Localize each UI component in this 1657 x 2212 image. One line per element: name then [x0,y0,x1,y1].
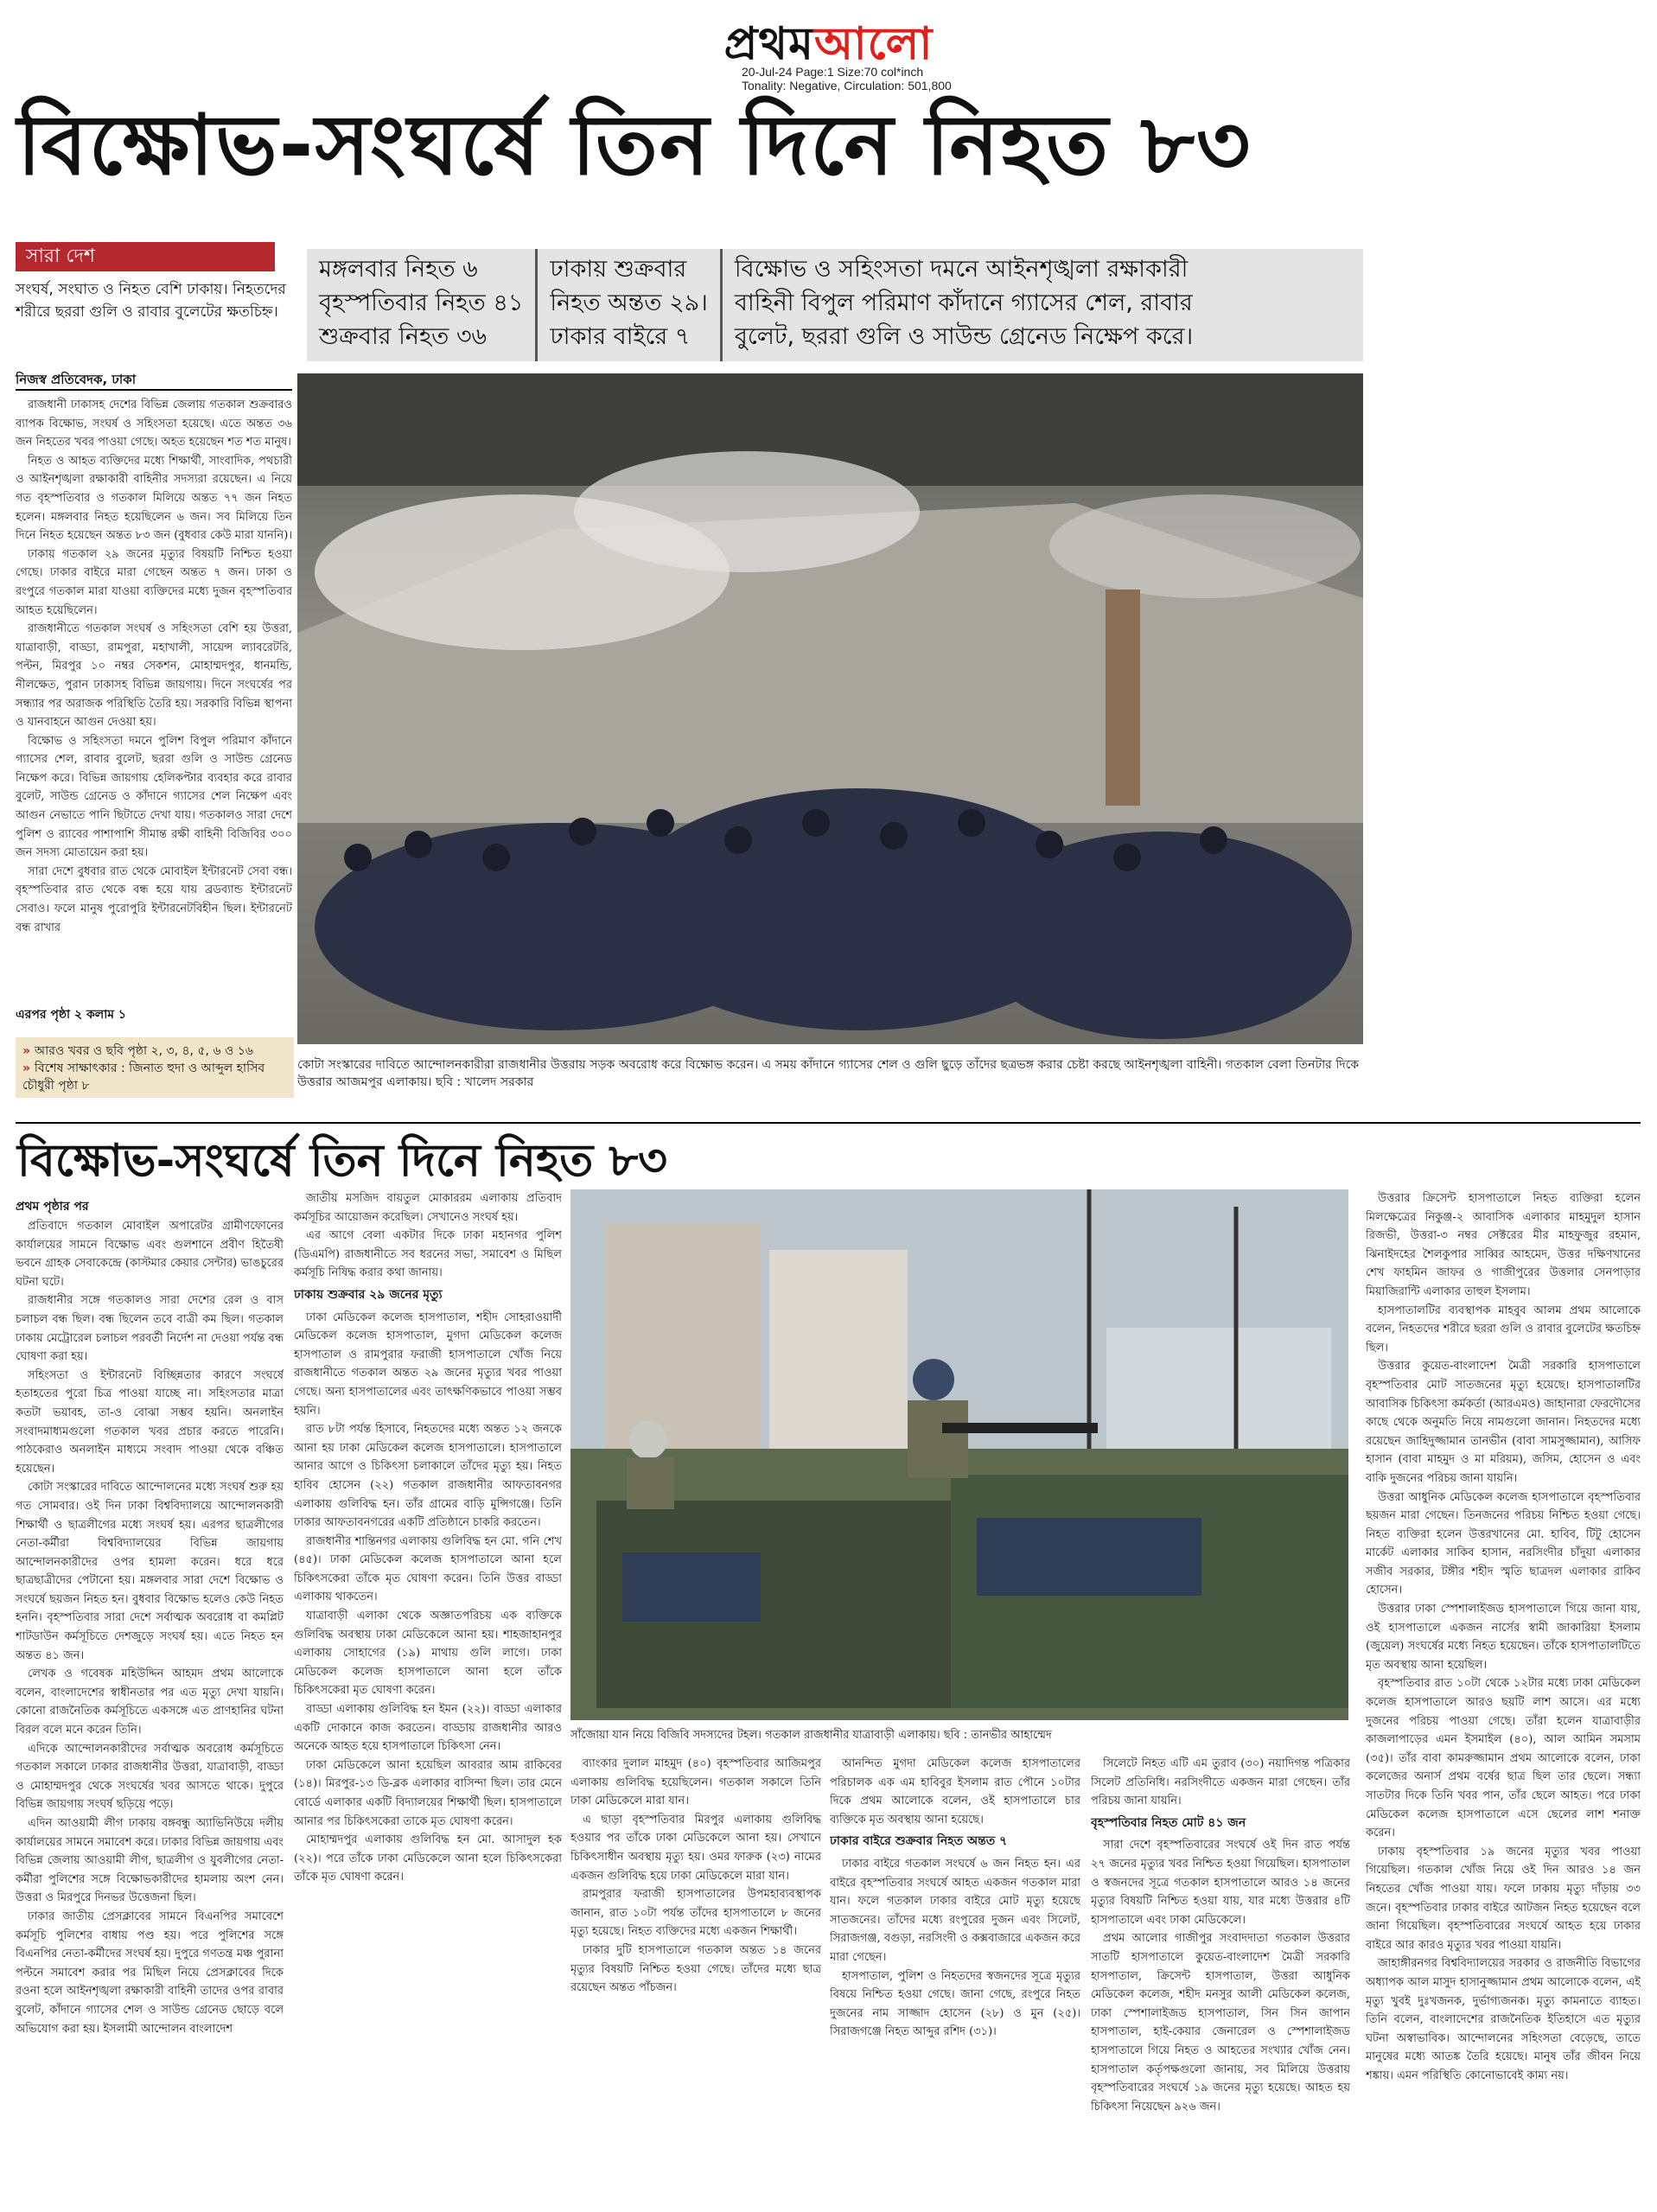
paragraph: যাত্রাবাড়ী এলাকা থেকে অজ্ঞাতপরিচয় এক ব্যক্তিকে গুলিবিদ্ধ অবস্থায় ঢাকা মেডিকেলে আনা হয়। শাহজাহানপুর এলাকায় সোহাগের (১৯) মাথায় গুলি লাগে। ঢাকা মেডিকেল কলেজ হাসপাতালে আনা হলে তাঁকে চিকিৎসকেরা মৃত ঘোষণা করেন। [294,1610,562,1698]
main-headline: বিক্ষোভ-সংঘর্ষে তিন দিনে নিহত ৮৩ [17,97,1252,194]
paragraph: সারা দেশে বুধবার রাত থেকে মোবাইল ইন্টারনেট সেবা বন্ধ। বৃহস্পতিবার রাত থেকে বন্ধ হয়ে যায় ব্রডব্যান্ড ইন্টারনেট সেবাও। ফলে মানুষ পুরোপুরি ইন্টারনেটবিহীন ছিল। ইন্টারনেট বন্ধ রাখার [16,864,292,934]
paragraph: ঢাকা মেডিকেল কলেজ হাসপাতাল, শহীদ সোহরাওয়ার্দী মেডিকেল কলেজ হাসপাতাল, মুগদা মেডিকেল কলেজ হাসপাতাল ও রামপুরার ফরাজী হাসপাতালে খোঁজ নিয়ে রাজধানীতে গতকাল অন্তত ২৯ জনের মৃত্যুর খবর পাওয়া গেছে। অন্য হাসপাতালের এবং তাৎক্ষণিকভাবে পাওয়া সম্ভব হয়নি। [294,1310,562,1418]
paragraph: ঢাকার জাতীয় প্রেসক্লাবের সামনে বিএনপির সমাবেশে কর্মসূচি পুলিশের বাধায় পণ্ড হয়। পরে পুলিশের সঙ্গে বিএনপির নেতা-কর্মীদের সংঘর্ষ হয়। দুপুরে গণতন্ত্র মঞ্চ পুরানা পল্টনে সমাবেশ করার পর মিছিল নিয়ে প্রেসক্লাবের দিকে রওনা হলে আইনশৃঙ্খলা রক্ষাকারী বাহিনী তাদের ওপর রাবার বুলেট, কাঁদানে গ্যাসের শেল ও সাউন্ড গ্রেনেড ছোড়ে বলে অভিযোগ করা হয়। ইসলামী আন্দোলন বাংলাদেশ [16,1909,284,2036]
jump-headline: বিক্ষোভ-সংঘর্ষে তিন দিনে নিহত ৮৩ [17,1135,667,1187]
paragraph: ঢাকা মেডিকেলে আনা হয়েছিল আবরার আম রাকিবের (১৪)। মিরপুর-১৩ ডি-ব্লক এলাকার বাসিন্দা ছিল। তার মেনে বোর্ডে এলাকার একটি বিদ্যালয়ের শিক্ষার্থী ছিল। হাসপাতালে আনার পর চিকিৎসকেরা তাকে মৃত ঘোষণা করেন। [294,1758,562,1828]
divider [16,389,292,391]
meta-line-2: Tonality: Negative, Circulation: 501,800 [742,79,952,92]
photo-bgb-patrol [570,1189,1348,1720]
jump-column-4 [830,1755,1080,2187]
jump-column-6 [1366,1189,1641,2194]
lead-article-column [16,396,292,1001]
paragraph: জাতীয় মসজিদ বায়তুল মোকাররম এলাকায় প্রতিবাদ কর্মসূচির আয়োজন করেছিল। সেখানেও সংঘর্ষ হয়। [294,1192,562,1224]
jump-column-5 [1091,1755,1350,2187]
paragraph: রাত ৮টা পর্যন্ত হিসাবে, নিহতদের মধ্যে অন্তত ১২ জনকে আনা হয় ঢাকা মেডিকেল কলেজ হাসপাতালে। হাসপাতালে আনার আগে ও চিকিৎসা চলাকালে তাঁদের মৃত্যু হয়। নিহত হাবিব হোসেন (২২) গতকাল রাজধানীর আফতাবনগর এলাকায় গুলিবিদ্ধ হন। তাঁর গ্রামের বাড়ি মুন্সিগঞ্জে। তিনি ঢাকার আফতাবনগরের একটি প্রতিষ্ঠানে চাকরি করতেন। [294,1423,562,1530]
paragraph: এর আগে বেলা একটার দিকে ঢাকা মহানগর পুলিশ (ডিএমপি) রাজধানীতে সব ধরনের সভা, সমাবেশ ও মিছিল কর্মসূচি নিষিদ্ধ করার কথা জানায়। [294,1229,562,1280]
paragraph: বিক্ষোভ ও সহিংসতা দমনে পুলিশ বিপুল পরিমাণ কাঁদানে গ্যাসের শেল, রাবার বুলেট, ছররা গুলি ও সাউন্ড গ্রেনেড নিক্ষেপ করে। বিভিন্ন জায়গায় হেলিকপ্টার ব্যবহার করে রাবার বুলেট, সাউন্ড গ্রেনেড ও কাঁদানে গ্যাসের শেল নিক্ষেপ এবং আগুন নেভাতে পানি ছিটাতে দেখা যায়। গতকালও সারা দেশে পুলিশ ও র‍্যাবের পাশাপাশি সীমান্ত রক্ষী বাহিনী বিজিবির ৩০০ জন সদস্য মোতায়েন করা হয়। [16,734,292,860]
jump-column-2 [294,1189,562,2125]
paragraph: রাজধানীর সঙ্গে গতকালও সারা দেশের রেল ও বাস চলাচল বন্ধ ছিল। বন্ধ ছিলেন তবে বাত্রী কম ছিল। গতকাল ঢাকায় মেট্রোরেল চলাচল পরবর্তী নির্দেশ না দেওয়া পর্যন্ত বন্ধ ঘোষণা করা হয়। [16,1294,284,1364]
section-summary: সংঘর্ষ, সংঘাত ও নিহত বেশি ঢাকায়। নিহতদের শরীরে ছররা গুলি ও রাবার বুলেটের ক্ষতচিহ্ন। [16,281,286,321]
paragraph: কোটা সংস্কারের দাবিতে আন্দোলনের মধ্যে সংঘর্ষ শুরু হয় গত সোমবার। ওই দিন ঢাকা বিশ্ববিদ্যালয়ে আন্দোলনকারী শিক্ষার্থী ও ছাত্রলীগের মধ্যে সংঘর্ষ হয়। এরপর ছাত্রলীগের নেতা-কর্মীরা বিশ্ববিদ্যালয়ের বিভিন্ন জায়গায় আন্দোলনকারীদের ওপর হামলা করেন। ধরে ধরে ছাত্রছাত্রীদের পেটানো হয়। মঙ্গলবার সারা দেশে বিক্ষোভ ও সংঘর্ষে ছয়জন নিহত হন। বুধবার বিক্ষোভ হলেও কেউ নিহত হননি। বৃহস্পতিবার সারা দেশে সর্বাত্মক অবরোধ বা কমপ্লিট শাটডাউন কর্মসূচিতে দেশজুড়ে সংঘর্ষ হয়। এতে নিহত হন অন্তত ৪১ জন। [16,1481,284,1662]
paragraph: বাড্ডা এলাকায় গুলিবিদ্ধ হন ইমন (২২)। বাড্ডা এলাকার একটি দোকানে কাজ করতেন। বাড্ডায় রাজধানীর আরও অনেকে আহত হয়ে হাসপাতালে চিকিৎসা নেন। [294,1703,562,1754]
paragraph: প্রতিবাদে গতকাল মোবাইল অপারেটর গ্রামীণফোনের কার্যালয়ের সামনে বিক্ষোভ এবং গুলশানে প্রবীণ হিতৈষী ভবনে গ্রাহক সেবাকেন্দ্রে (কাস্টমার কেয়ার সেন্টার) ভাঙচুরের ঘটনা ঘটে। [16,1220,284,1289]
paragraph: সারা দেশে বৃহস্পতিবারের সংঘর্ষে ওই দিন রাত পর্যন্ত ২৭ জনের মৃত্যুর খবর নিশ্চিত হওয়া গিয়েছিল। হাসপাতাল ও স্বজনদের সূত্রে গতকাল হাসপাতালে আরও ১৪ জনের মৃত্যুর বিষয়টি নিশ্চিত হওয়া যায়, যার মধ্যে উত্তরার ৪টি হাসপাতালে এবং ঢাকা মেডিকেলে। [1091,1839,1350,1927]
paragraph: সহিংসতা ও ইন্টারনেট বিচ্ছিন্নতার কারণে সংঘর্ষে হতাহতের পুরো চিত্র পাওয়া যাচ্ছে না। সহিংসতার মাত্রা কতটা ভয়াবহ, তা-ও বোঝা সম্ভব হয়নি। অনলাইন সংবাদমাধ্যমগুলো গতকাল খবর প্রচার করতে পারেনি। পাঠকেরাও অনলাইন মাধ্যমে সংবাদ পাওয়া থেকে বঞ্চিত হয়েছেন। [16,1368,284,1476]
paragraph: লেখক ও গবেষক মহিউদ্দিন আহমদ প্রথম আলোকে বলেন, বাংলাদেশের স্বাধীনতার পর এত মৃত্যু দেখা যায়নি। কোনো রাজনৈতিক কর্মসূচিতে একসঙ্গে এত প্রাণহানির ঘটনা বিরল বলে মনে করেন তিনি। [16,1667,284,1737]
photo-caption: কোটা সংস্কারের দাবিতে আন্দোলনকারীরা রাজধানীর উত্তরায় সড়ক অবরোধ করে বিক্ষোভ করেন। এ সময় কাঁদানে গ্যাসের শেল ও গুলি ছুড়ে তাঁদের ছত্রভঙ্গ করার চেষ্টা করছে আইনশৃঙ্খলা বাহিনী। গতকাল বেলা তিনটার দিকে উত্তরার আজমপুর এলাকায়। ছবি : খালেদ সরকার [297,1058,1360,1089]
paragraph: মোহাম্মদপুর এলাকায় গুলিবিদ্ধ হন মো. আসাদুল হক (২২)। পরে তাঁকে ঢাকা মেডিকেলে আনা হলে চিকিৎসকেরা তাঁকে মৃত ঘোষণা করেন। [294,1833,562,1884]
photo-caption-2: সাঁজোয়া যান নিয়ে বিজিবি সদস্যদের টহল। গতকাল রাজধানীর যাত্রাবাড়ী এলাকায়। ছবি : তানভীর আহাম্মেদ [570,1729,1052,1742]
paragraph: নিহত ও আহত ব্যক্তিদের মধ্যে শিক্ষার্থী, সাংবাদিক, পথচারী ও আইনশৃঙ্খলা রক্ষাকারী বাহিনীর সদস্যরা রয়েছেন। এ নিয়ে গত বৃহস্পতিবার ও গতকাল মিলিয়ে অন্তত ৭৭ জন নিহত হলেন। মঙ্গলবার নিহত হয়েছিলেন ৬ জন। সব মিলিয়ে তিন দিনে নিহত হয়েছেন অন্তত ৮৩ জন (বুধবার কেউ মারা যাননি)। [16,454,292,543]
paragraph: বৃহস্পতিবার রাত ১০টা থেকে ১২টার মধ্যে ঢাকা মেডিকেল কলেজ হাসপাতালে আরও ছয়টি লাশ আসে। এর মধ্যে দুজনের পরিচয় পাওয়া গেছে। তাঁরা হলেন যাত্রাবাড়ীর কাজলাপাড়ের এমন ইসমাইল (৪০), আল আমিন সমসাম (৩৫)। তাঁর বাবা কামরুজ্জামান প্রথম আলোকে বলেন, ঢাকা কলেজের অনার্স প্রথম বর্ষের ছাত্র ছিল তার ছেলে। সন্ধ্যা সাতটার দিকে তিনি খবর পান, তাঁর ছেলে আহত। পরে ঢাকা মেডিকেল কলেজ হাসপাতালে এসে ছেলের লাশ শনাক্ত করেন। [1366,1677,1641,1840]
interview-ref: » বিশেষ সাক্ষাৎকার : জিনাত হুদা ও আব্দুল হাসিব চৌধুরী পৃষ্ঠা ৮ [22,1061,265,1093]
highlight-dhaka-deaths: ঢাকায় শুক্রবার নিহত অন্তত ২৯। ঢাকার বাইরে ৭ [538,249,722,361]
paragraph: এ ছাড়া বৃহস্পতিবার মিরপুর এলাকায় গুলিবিদ্ধ হওয়ার পর তাঁকে ঢাকা মেডিকেলে আনা হয়। সেখানে চিকিৎসাধীন অবস্থায় মৃত্যু হয়। ওমর ফারুক (২৩) নামের একজন গুলিবিদ্ধ হয়ে ঢাকা মেডিকেলে মারা যান। [570,1813,821,1883]
paragraph: উত্তরার কুয়েত-বাংলাদেশ মৈত্রী সরকারি হাসপাতালে বৃহস্পতিবার মোট সাতজনের মৃত্যু হয়েছে। হাসপাতালটির আবাসিক চিকিৎসা কর্মকর্তা (আরএমও) জাহানারা ফেরদৌসের কাছে থেকে অনুমতি নিয়ে নামগুলো জানান। নিহতদের মধ্যে রয়েছেন জাহিদুজ্জামান তানভীন (বাবা সামসুজ্জামান), আসিফ হাসান (বাবা মাহমুদ ও মা মরিয়ম), জসিম, হোসেন ও এবং বাকি দুজনের পরিচয় জানা যায়নি। [1366,1360,1641,1485]
continued-line: এরপর পৃষ্ঠা ২ কলাম ১ [16,1008,126,1022]
paragraph: হাসপাতাল, পুলিশ ও নিহতদের স্বজনদের সূত্রে মৃত্যুর বিষয়ে নিশ্চিত হওয়া গেছে। জানা গেছে, রংপুরে নিহত দুজনের নাম সাজ্জাদ হোসেন (২৮) ও মুন (২৫)। সিরাজগঞ্জে নিহত আব্দুর রশিদ (৩১)। [830,1969,1080,2039]
paragraph: ব্যাংকার দুলাল মাহমুদ (৪০) বৃহস্পতিবার আজিমপুর এলাকায় গুলিবিদ্ধ হয়েছিলেন। গতকাল সকালে তিনি ঢাকা মেডিকেলে মারা যান। [570,1757,821,1808]
paragraph: ঢাকার বাইরে গতকাল সংঘর্ষে ৬ জন নিহত হন। এর বাইরে বৃহস্পতিবার সংঘর্ষে আহত একজন গতকাল মারা যান। ফলে গতকাল ঢাকার বাইরে মোট মৃত্যু হয়েছে সাতজনের। তাঁদের মধ্যে রংপুরের দুজন এবং সিলেট, সিরাজগঞ্জ, বগুড়া, নরসিংদী ও কক্সবাজারে একজন করে মারা গেছেন। [830,1857,1080,1964]
meta-line-1: 20-Jul-24 Page:1 Size:70 col*inch [742,65,924,79]
subheading: বৃহস্পতিবার নিহত মোট ৪১ জন [1091,1815,1246,1830]
paragraph: রাজধানীতে গতকাল সংঘর্ষ ও সহিংসতা বেশি হয় উত্তরা, যাত্রাবাড়ী, বাড্ডা, রামপুরা, মহাখালী, সায়েন্স ল্যাবরেটরি, পল্টন, মিরপুর ১০ নম্বর সেকশন, মোহাম্মদপুর, ধানমন্ডি, নীলক্ষেত, পুরান ঢাকাসহ বিভিন্ন জায়গায়। দিনে সংঘর্ষের পর সন্ধ্যার পর অরাজক পরিস্থিতি তৈরি হয়। সরকারি বিভিন্ন স্থাপনা ও যানবাহনে আগুন দেওয়া হয়। [16,622,292,730]
highlight-deaths-by-day: মঙ্গলবার নিহত ৬ বৃহস্পতিবার নিহত ৪১ শুক্রবার নিহত ৩৬ [307,249,538,361]
paragraph: ঢাকার দুটি হাসপাতালে গতকাল অন্তত ১৪ জনের মৃত্যুর বিষয়টি নিশ্চিত হওয়া গেছে। তাঁদের মধ্যে ছাত্র রয়েছেন অন্তত পাঁচজন। [570,1943,821,1995]
jump-byline: প্রথম পৃষ্ঠার পর [16,1200,89,1214]
highlights-box [307,249,1363,361]
subheading: ঢাকার বাইরে শুক্রবার নিহত অন্তত ৭ [830,1834,1008,1849]
more-news-ref: » আরও খবর ও ছবি পৃষ্ঠা ২, ৩, ৪, ৫, ৬ ও ১৬ [22,1044,253,1058]
paragraph: উত্তরার ঢাকা স্পেশালাইজড হাসপাতালে গিয়ে জানা যায়, ওই হাসপাতালে একজন নার্সের স্বামী জাকারিয়া ইসলাম (জুয়েল) সংঘর্ষের মধ্যে নিহত হয়েছেন। তাঁকে হাসপাতালটিতে মৃত অবস্থায় আনা হয়েছিল। [1366,1603,1641,1672]
paragraph: রাজধানীর শান্তিনগর এলাকায় গুলিবিদ্ধ হন মো. গনি শেখ (৪৫)। ঢাকা মেডিকেল কলেজ হাসপাতালে আনা হলে চিকিৎসকেরা তাঁকে মৃত ঘোষণা করেন। তিনি উত্তর বাড্ডা এলাকায় থাকতেন। [294,1534,562,1604]
byline: নিজস্ব প্রতিবেদক, ঢাকা [16,372,137,387]
jump-column-1 [16,1217,284,2194]
highlight-force-used: বিক্ষোভ ও সহিংসতা দমনে আইনশৃঙ্খলা রক্ষাকারী বাহিনী বিপুল পরিমাণ কাঁদানে গ্যাসের শেল, রাবার বুলেট, ছররা গুলি ও সাউন্ড গ্রেনেড নিক্ষেপ করে। [734,256,1194,350]
section-tag: সারা দেশ [16,242,275,271]
paragraph: প্রথম আলোর গাজীপুর সংবাদদাতা গতকাল উত্তরার সাতটি হাসপাতালে কুয়েত-বাংলাদেশ মৈত্রী সরকারি হাসপাতাল, ক্রিসেন্ট হাসপাতাল, উত্তরা আধুনিক মেডিকেল কলেজ, শহীদ মনসুর আলী মেডিকেল কলেজ, ঢাকা স্পেশালাইজড হাসপাতাল, সিন সিন জাপান হাসপাতাল, হাই-কেয়ার জেনারেল ও স্পেশালাইজড হাসপাতালে গিয়ে নিহত ও আহতের সংখ্যার খোঁজ নেন। হাসপাতাল কর্তৃপক্ষগুলো জানায়, সব মিলিয়ে উত্তরায় বৃহস্পতিবারের সংঘর্ষে ১৯ জনের মৃত্যু হয়েছে। আহত হয় চিকিৎসা নিয়েছেন ৯২৬ জন। [1091,1932,1350,2113]
paragraph: উত্তরার ক্রিসেন্ট হাসপাতালে নিহত ব্যক্তিরা হলেন মিলক্ষেত্রের নিকুঞ্জ-২ আবাসিক এলাকার মাহমুদুল হাসান রিজভী, উত্তরা-৩ নম্বর সেক্টরের মীর মাহফুজুর রহমান, ঝিনাইদহের শৈলকুপার সাব্বির আহমেদ, উত্তর দক্ষিণখানের শেখ ফাহমিন জাফর ও গাজীপুরের উত্তলার সেনপাড়ার মিয়াজিরান্টি এলাকার তাহুল ইসলাম। [1366,1192,1641,1298]
paragraph: ঢাকায় গতকাল ২৯ জনের মৃত্যুর বিষয়টি নিশ্চিত হওয়া গেছে। ঢাকার বাইরে মারা গেছেন অন্তত ৭ জন। ঢাকা ও রংপুরে গতকাল মারা যাওয়া ব্যক্তিদের মধ্যে দুজন বৃহস্পতিবার আহত হয়েছিলেন। [16,547,292,617]
paragraph: ঢাকায় বৃহস্পতিবার ১৯ জনের মৃত্যুর খবর পাওয়া গিয়েছিল। গতকাল খোঁজ নিয়ে ওই দিন আরও ১৪ জন নিহতের খোঁজ পাওয়া যায়। ফলে ঢাকায় মৃত্যু দাঁড়ায় ৩৩ জনে। বৃহস্পতিবার ঢাকার বাইরে আটজন নিহত হয়েছেন বলে জানা গিয়েছিল। বৃহস্পতিবারের সংঘর্ষে আহত হয়ে ঢাকার বাইরে আর কারও মৃত্যুর খবর পাওয়া যায়নি। [1366,1845,1641,1952]
divider [16,1122,1641,1124]
paragraph: এদিকে আন্দোলনকারীদের সর্বাত্মক অবরোধ কর্মসূচিতে গতকাল সকালে ঢাকার রাজধানীর উত্তরা, যাত্রাবাড়ী, বাড্ডা ও মোহাম্মদপুর থেকে সংঘর্ষের খবর আসতে থাকে। দুপুরে বিভিন্ন জায়গায় সংঘর্ষ ছড়িয়ে পড়ে। [16,1742,284,1812]
paragraph: সিলেটে নিহত এটি এম তুরাব (৩০) নয়াদিগন্ত পত্রিকার সিলেট প্রতিনিধি। নরসিংদীতে একজন মারা গেছেন। তাঁর পরিচয় জানা যায়নি। [1091,1757,1350,1808]
paragraph: রাজধানী ঢাকাসহ দেশের বিভিন্ন জেলায় গতকাল শুক্রবারও ব্যাপক বিক্ষোভ, সংঘর্ষ ও সহিংসতা হয়েছে। এতে অন্তত ৩৬ জন নিহতের খবর পাওয়া গেছে। অহত হয়েছেন শত শত মানুষ। [16,398,292,449]
clipping-meta [742,65,952,92]
paragraph: জাহাঙ্গীরনগর বিশ্ববিদ্যালয়ের সরকার ও রাজনীতি বিভাগের অধ্যাপক আল মাসুদ হাসানুজ্জামান প্রথম আলোকে বলেন, এই মৃত্যু খুবই দুঃখজনক, দুর্ভাগ্যজনক। মৃত্যু কামনাতে ব্যাহত। তিনি বলেন, বাংলাদেশের রাজনৈতিক ইতিহাসে এত মৃত্যুর ঘটনা অস্বাভাবিক। আন্দোলনের সহিংসতা বেড়েছে, তাতে মানুষের মধ্যে আতঙ্ক তৈরি হয়েছে। মানুষ তাঁর জীবন নিয়ে শঙ্কায়। এমন পরিস্থিতি কোনোভাবেই কাম্য নয়। [1366,1957,1641,2082]
subheading: ঢাকায় শুক্রবার ২৯ জনের মৃত্যু [294,1287,443,1302]
paragraph: এদিন আওয়ামী লীগ ঢাকায় বঙ্গবন্ধু অ্যাভিনিউয়ে দলীয় কার্যালয়ের সামনে সমাবেশ করে। ঢাকার বিভিন্ন জায়গায় এবং বিভিন্ন জেলায় আওয়ামী লীগ, ছাত্রলীগ ও যুবলীগের নেতা-কর্মীরা পুলিশের সঙ্গে বিক্ষোভকারীদের হামলায় অংশ নেন। উত্তরা ও মিরপুরে দিনভর উত্তেজনা ছিল। [16,1817,284,1905]
jump-column-3 [570,1755,821,2187]
page-references [16,1037,294,1098]
paragraph: রামপুরার ফরাজী হাসপাতালের উপমহাব্যবস্থাপক জানান, রাত ১০টা পর্যন্ত তাঁদের হাসপাতালে ৮ জনের মৃত্যু হয়েছে। নিহত ব্যক্তিদের মধ্যে একজন শিক্ষার্থী। [570,1888,821,1939]
paragraph: হাসপাতালটির ব্যবস্থাপক মাহবুব আলম প্রথম আলোকে বলেন, নিহতদের শরীরে ছররা গুলি ও রাবার বুলেটের ক্ষতচিহ্ন ছিল। [1366,1304,1641,1355]
paragraph: আনন্দিত মুগদা মেডিকেল কলেজ হাসপাতালের পরিচালক এক এম হাবিবুর ইসলাম রাত পৌনে ১০টার দিকে প্রথম আলোকে বলেন, ওই হাসপাতালে চার ব্যক্তিকে মৃত অবস্থায় আনা হয়েছে। [830,1757,1080,1826]
photo-clash-uttara [297,373,1363,1044]
paragraph: উত্তরা আধুনিক মেডিকেল কলেজ হাসপাতালে বৃহস্পতিবার ছয়জন মারা গেছেন। তিনজনের পরিচয় নিশ্চিত হওয়া গেছে। নিহত ব্যক্তিরা হলেন উত্তরখানের মো. হাবিব, টিটু হোসেন মার্কেট এলাকার সাকিব হাসান, নরসিংদীর চাঁদুয়া এলাকার সজীব সরকার, টঙ্গীর শহীদ স্মৃতি ছাত্রদল এলাকার রাকিব হোসেন। [1366,1490,1641,1597]
newspaper-logo: প্রথমআলো [723,18,934,70]
